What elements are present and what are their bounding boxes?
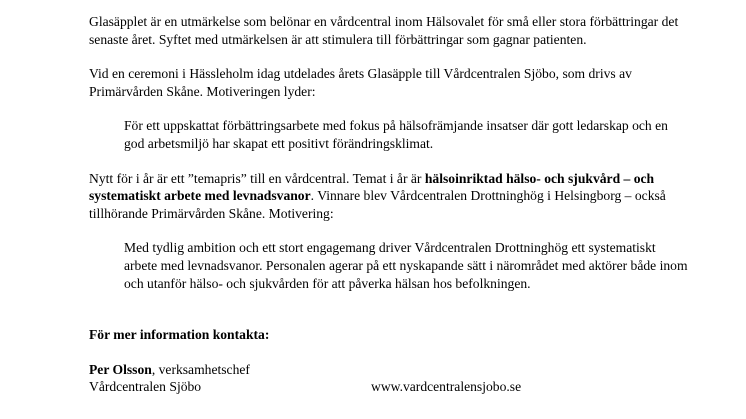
contact-person	[89, 361, 689, 379]
contact-heading: För mer information kontakta:	[89, 327, 270, 343]
theme-prize-text-start: Nytt för i år är ett ”temapris” till en vårdcentral. Temat i år är	[89, 170, 425, 186]
contact-org: Vårdcentralen Sjöbo	[89, 379, 202, 395]
motivation-quote-sjobo: För ett uppskattat förbättringsarbete med fokus på hälsofrämjande insatser där gott ledarskap och en god arbetsmiljö har skapat ett positivt förändringsklimat.	[124, 118, 668, 151]
theme-prize-theme: hälsoinriktad hälso- och sjukvård – och systematiskt arbete med levnadsvanor	[89, 170, 655, 204]
document-body	[89, 13, 689, 396]
theme-prize-text-end: . Vinnare blev Vårdcentralen Drottninghög i Helsingborg – också tillhörande Primärvården Skåne. Motivering:	[89, 188, 666, 221]
contact-name: Per Olsson	[89, 361, 152, 377]
ceremony-paragraph: Vid en ceremoni i Hässleholm idag utdelades årets Glasäpple till Vårdcentralen Sjöbo, som drivs av Primärvården Skåne. Motiveringen lyder:	[89, 66, 632, 99]
contact-website-link[interactable]: www.vardcentralensjobo.se	[371, 379, 522, 395]
theme-prize-paragraph	[89, 170, 689, 223]
contact-org-line	[89, 378, 689, 396]
motivation-quote-drottninghog: Med tydlig ambition och ett stort engagemang driver Vårdcentralen Drottninghög ett systematiskt arbete med levnadsvanor. Personalen agerar på ett nyskapande sätt i närområdet med aktörer både inom och utanför hälso- och sjukvården för att påverka hälsan hos befolkningen.	[124, 240, 688, 291]
intro-paragraph: Glasäpplet är en utmärkelse som belönar en vårdcentral inom Hälsovalet för små eller stora förbättringar det senaste året. Syftet med utmärkelsen är att stimulera till förbättringar som gagnar patienten.	[89, 14, 679, 47]
contact-role: , verksamhetschef	[151, 361, 250, 377]
